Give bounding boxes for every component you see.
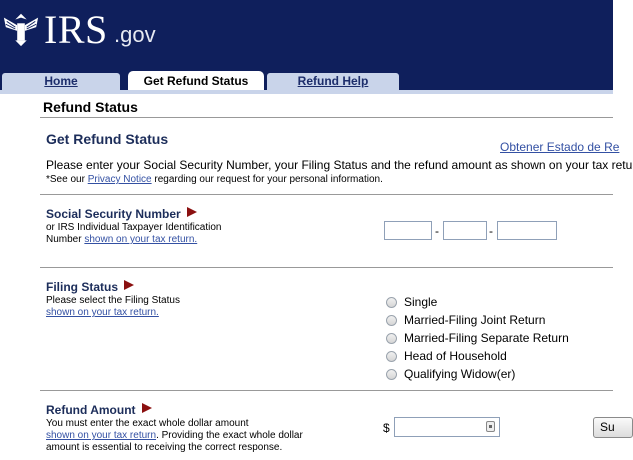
refund-help-line-3: amount is essential to receiving the correct response. xyxy=(46,442,283,453)
filing-option-head-of-household[interactable] xyxy=(386,348,507,364)
filing-option-label: Married-Filing Joint Return xyxy=(404,313,546,327)
tab-home[interactable] xyxy=(2,73,120,90)
filing-status-help xyxy=(46,295,180,319)
filing-option-single[interactable] xyxy=(386,294,437,310)
ssn-part-1-input[interactable] xyxy=(384,221,432,240)
refund-amount-label xyxy=(46,403,152,417)
tab-get-refund-status[interactable] xyxy=(128,71,264,91)
currency-symbol: $ xyxy=(383,421,390,435)
ssn-help-prefix: Number xyxy=(46,234,85,245)
filing-option-qualifying-widower[interactable] xyxy=(386,366,515,382)
divider xyxy=(40,267,613,268)
ssn-help-line-2 xyxy=(46,234,221,246)
tab-underline-bar xyxy=(0,90,613,94)
filing-status-shown-on-return-link[interactable]: shown on your tax return. xyxy=(46,307,159,318)
divider xyxy=(40,117,613,118)
privacy-note xyxy=(46,174,383,185)
filing-option-married-joint[interactable] xyxy=(386,312,545,328)
refund-amount-input[interactable] xyxy=(394,417,500,437)
filing-option-label: Qualifying Widow(er) xyxy=(404,367,516,381)
privacy-notice-link[interactable]: Privacy Notice xyxy=(87,174,152,185)
refund-help-line-2-text: . Providing the exact whole dollar xyxy=(156,430,303,441)
filing-status-label-text: Filing Status xyxy=(46,280,118,294)
required-arrow-icon xyxy=(142,403,152,413)
irs-eagle-logo-icon xyxy=(2,10,40,48)
filing-option-label: Head of Household xyxy=(404,349,507,363)
tab-refund-help-label: Refund Help xyxy=(297,74,369,88)
field-helper-icon[interactable] xyxy=(486,421,495,432)
filing-status-label xyxy=(46,280,134,294)
spanish-version-link[interactable]: Obtener Estado de Re xyxy=(500,140,620,154)
tab-refund-help[interactable] xyxy=(267,73,399,90)
ssn-help xyxy=(46,222,221,246)
refund-amount-label-text: Refund Amount xyxy=(46,403,136,417)
radio-button[interactable] xyxy=(386,369,397,380)
refund-shown-on-return-link[interactable]: shown on your tax return xyxy=(46,430,157,441)
tab-bar xyxy=(0,70,613,90)
radio-button[interactable] xyxy=(386,351,397,362)
privacy-note-suffix: regarding our request for your personal information. xyxy=(151,174,383,185)
instructions-text: Please enter your Social Security Number, your Filing Status and the refund amount as shown on your tax retu xyxy=(46,158,633,172)
ssn-label xyxy=(46,207,197,221)
logo-domain-suffix[interactable]: .gov xyxy=(114,22,156,47)
site-header xyxy=(0,0,613,70)
page-title: Refund Status xyxy=(43,99,138,115)
section-title: Get Refund Status xyxy=(46,131,169,147)
refund-amount-help xyxy=(46,418,303,454)
filing-option-label: Single xyxy=(404,295,438,309)
divider xyxy=(40,390,613,391)
required-arrow-icon xyxy=(124,280,134,290)
ssn-dash: - xyxy=(435,224,439,238)
filing-option-married-separate[interactable] xyxy=(386,330,569,346)
refund-help-line-1: You must enter the exact whole dollar amount xyxy=(46,418,249,429)
required-arrow-icon xyxy=(187,207,197,217)
ssn-part-2-input[interactable] xyxy=(443,221,487,240)
tab-get-refund-status-label: Get Refund Status xyxy=(143,74,249,88)
ssn-help-line-1: or IRS Individual Taxpayer Identification xyxy=(46,222,222,233)
radio-button[interactable] xyxy=(386,297,397,308)
refund-help-line-2 xyxy=(46,430,303,442)
privacy-note-prefix: *See our xyxy=(46,174,88,185)
filing-option-label: Married-Filing Separate Return xyxy=(404,331,569,345)
ssn-label-text: Social Security Number xyxy=(46,207,181,221)
ssn-shown-on-return-link[interactable]: shown on your tax return. xyxy=(84,234,198,245)
radio-button[interactable] xyxy=(386,315,397,326)
tab-home-label: Home xyxy=(44,74,78,88)
submit-button[interactable]: Su xyxy=(593,417,633,438)
logo-text[interactable]: IRS xyxy=(44,7,108,52)
radio-button[interactable] xyxy=(386,333,397,344)
ssn-part-3-input[interactable] xyxy=(497,221,557,240)
divider xyxy=(40,194,613,195)
filing-status-help-text: Please select the Filing Status xyxy=(46,295,180,306)
ssn-dash: - xyxy=(489,224,493,238)
